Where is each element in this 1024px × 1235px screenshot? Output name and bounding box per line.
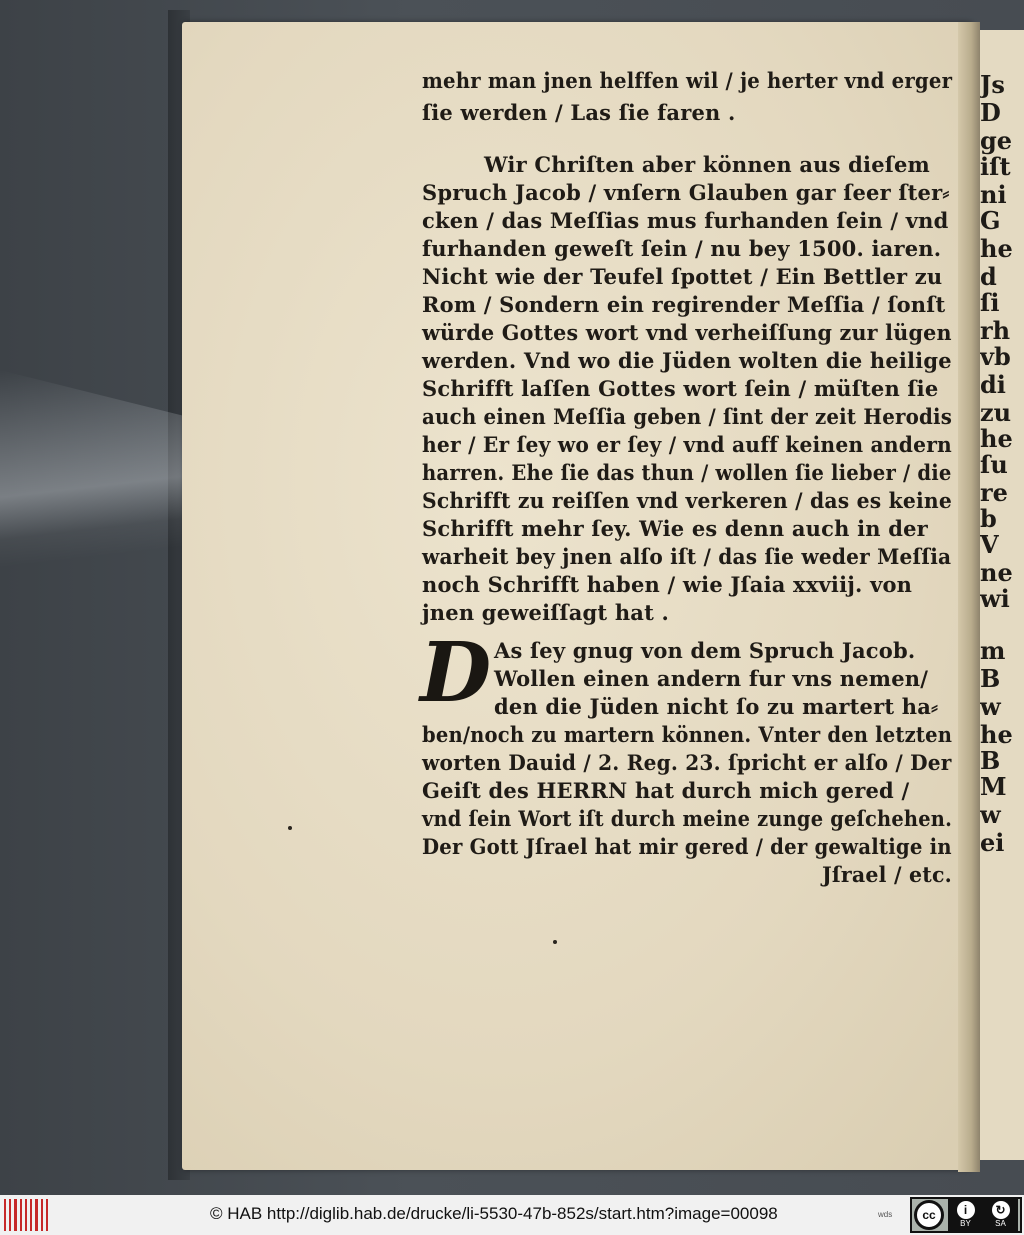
- text-line: auch einen Meſſia geben / ſint der zeit Herodis: [422, 404, 953, 429]
- cc-icon: cc: [914, 1200, 944, 1230]
- text-line: cken / das Meſſias mus furhanden ſein / vnd: [422, 208, 949, 233]
- text-line: den die Jüden nicht ſo zu martert ha⸗: [494, 694, 939, 719]
- text-line: worten Dauid / 2. Reg. 23. ſpricht er alſo / Der: [422, 750, 952, 775]
- facing-page-fragment: re: [980, 478, 1008, 507]
- text-line: noch Schrifft haben / wie Jſaia xxviij. von: [422, 572, 913, 597]
- facing-page-fragment: V: [980, 530, 999, 559]
- text-line: würde Gottes wort vnd verheiſſung zur lügen: [422, 320, 952, 345]
- text-line: Schrifft zu reiſſen vnd verkeren / das es keine: [422, 488, 953, 513]
- facing-page-fragment: ni: [980, 180, 1007, 209]
- facing-page-fragment: B: [980, 746, 1001, 775]
- text-line: harren. Ehe ſie das thun / wollen ſie lieber / die: [422, 460, 952, 485]
- hab-logo-icon: [4, 1199, 48, 1231]
- text-line: vnd ſein Wort iſt durch meine zunge geſchehen.: [422, 806, 953, 831]
- facing-page-fragment: he: [980, 720, 1013, 749]
- facing-page-fragment: ſi: [980, 288, 1000, 317]
- facing-page-fragment: he: [980, 234, 1013, 263]
- facing-page-fragment: B: [980, 664, 1001, 693]
- text-line: Rom / Sondern ein regirender Meſſia / ſonſt: [422, 292, 946, 317]
- copyright-url[interactable]: © HAB http://diglib.hab.de/drucke/li-5530-47b-852s/start.htm?image=00098: [210, 1204, 778, 1223]
- page-speck: [553, 940, 557, 944]
- facing-page-fragment: Js: [980, 70, 1005, 99]
- text-line: furhanden geweſt ſein / nu bey 1500. iaren.: [422, 236, 942, 261]
- facing-page-fragment: b: [980, 504, 997, 533]
- facing-page-fragment: ei: [980, 828, 1005, 857]
- text-line: mehr man jnen helffen wil / je herter vnd erger: [422, 68, 953, 93]
- page-gutter: [958, 22, 980, 1172]
- text-line: Wollen einen andern fur vns nemen/: [494, 666, 929, 691]
- facing-page-fragment: m: [980, 636, 1006, 665]
- sa-label: SA: [995, 1219, 1006, 1228]
- text-line: As ſey gnug von dem Spruch Jacob.: [494, 638, 916, 663]
- attribution-icon: i: [957, 1201, 975, 1219]
- text-line: Wir Chriſten aber können aus dieſem: [484, 152, 930, 177]
- facing-page-fragment: wi: [980, 584, 1010, 613]
- decorated-initial: D: [420, 625, 492, 721]
- wds-mark: wds: [878, 1210, 893, 1219]
- facing-page-fragment: d: [980, 262, 997, 291]
- text-line: Schrifft mehr ſey. Wie es denn auch in der: [422, 516, 928, 541]
- facing-page-fragment: di: [980, 370, 1006, 399]
- share-alike-icon: ↻: [992, 1201, 1010, 1219]
- facing-page-fragment: ne: [980, 558, 1013, 587]
- text-line: jnen geweiſſagt hat .: [422, 600, 670, 625]
- text-line: werden. Vnd wo die Jüden wolten die heilige: [422, 348, 952, 373]
- text-line: ben/noch zu martern können. Vnter den letzten: [422, 722, 953, 747]
- by-label: BY: [960, 1219, 971, 1228]
- facing-page-fragment: ge: [980, 126, 1013, 155]
- page-speck: [288, 826, 292, 830]
- facing-page-fragment: w: [980, 692, 1001, 721]
- text-line: her / Er ſey wo er ſey / vnd auff keinen andern: [422, 432, 952, 457]
- cc-license-badge[interactable]: [910, 1197, 1022, 1233]
- facing-page-fragment: iſt: [980, 152, 1011, 181]
- facing-page-fragment: zu: [980, 398, 1012, 427]
- text-line: Schrifft laſſen Gottes wort ſein / müſten ſie: [422, 376, 939, 401]
- text-line: warheit bey jnen alſo iſt / das ſie weder Meſſia: [422, 544, 952, 569]
- text-line: Spruch Jacob / vnſern Glauben gar ſeer ſter⸗: [422, 180, 950, 205]
- facing-page-fragment: M: [980, 772, 1007, 801]
- facing-page-fragment: G: [980, 206, 1001, 235]
- facing-page-fragment: he: [980, 424, 1013, 453]
- facing-page-fragment: w: [980, 800, 1001, 829]
- text-line: ſie werden / Las ſie faren .: [422, 100, 736, 125]
- text-line: Nicht wie der Teufel ſpottet / Ein Bettler zu: [422, 264, 943, 289]
- facing-page-fragment: ſu: [980, 450, 1008, 479]
- facing-page-fragment: rh: [980, 316, 1011, 345]
- text-line: Geiſt des HERRN hat durch mich gered /: [422, 778, 910, 803]
- facing-page-fragment: vb: [980, 342, 1011, 371]
- text-line: Der Gott Jſrael hat mir gered / der gewaltige in: [422, 834, 952, 859]
- facing-page-fragment: D: [980, 98, 1001, 127]
- text-line: Jſrael / etc.: [822, 862, 952, 887]
